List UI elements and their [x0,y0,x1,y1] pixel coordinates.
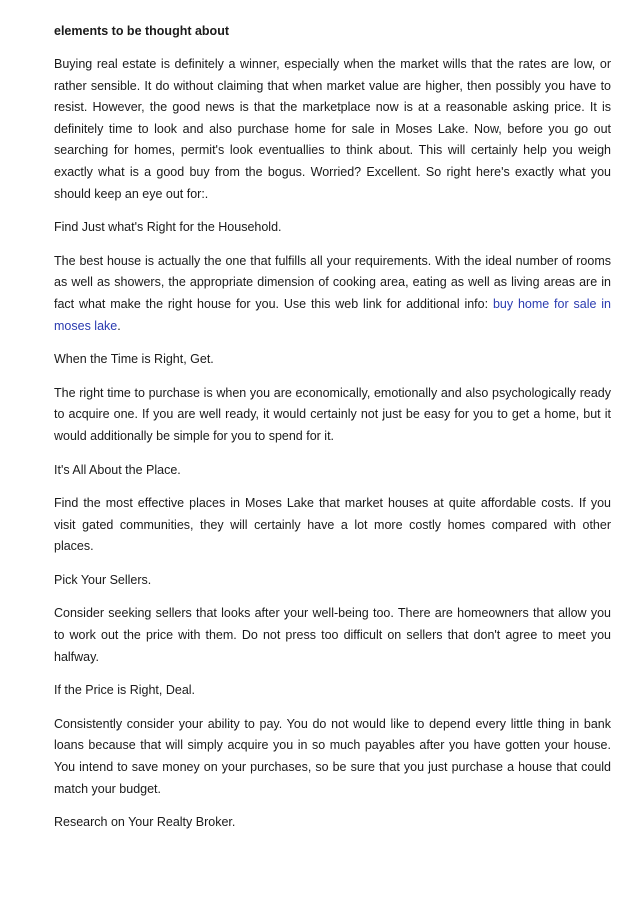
document-heading: elements to be thought about [54,24,229,38]
intro-paragraph: Buying real estate is definitely a winner, especially when the market wills that the rates are low, or rather sensible. It do without claiming that when market value are higher, then possibly you have to resist. However, the good news is that the marketplace now is at a reasonable asking price. It is definitely time to look and also purchase home for sale in Moses Lake. Now, before you go out searching for homes, permit's look eventuallies to think about. This will certainly help you weigh exactly what is a good buy from the bogus. Worried? Excellent. So right here's exactly what you should keep an eye out for:. [54,57,611,201]
section-title-broker: Research on Your Realty Broker. [54,815,236,830]
section-body-price: Consistently consider your ability to pay. You do not would like to depend every little thing in bank loans because that will simply acquire you in so much payables after you have gotten your house. You intend to save money on your purchases, so be sure that you just purchase a house that could match your budget. [54,716,611,796]
section-title-sellers: Pick Your Sellers. [54,572,152,587]
section-body-time: The right time to purchase is when you are economically, emotionally and also psychologically ready to acquire one. If you are well ready, it would certainly not just be easy for you to get a home, but it would additionally be simple for you to spend for it. [54,385,611,443]
section-body-place: Find the most effective places in Moses Lake that market houses at quite affordable costs. If you visit gated communities, they will certainly have a lot more costly homes compared with other places. [54,496,611,554]
buy-home-link[interactable]: buy home for sale in moses lake [54,296,612,333]
section-title-household: Find Just what's Right for the Household. [54,220,282,235]
section-body-household [54,251,611,337]
section-body-household-text: The best house is actually the one that fulfills all your requirements. With the ideal number of rooms as well as showers, the appropriate dimension of cooking area, eating as well as living areas are in fact what make the right house for you. Use this web link for additional info: [54,253,611,311]
document-page [54,20,611,846]
section-title-place: It's All About the Place. [54,462,181,477]
section-body-sellers: Consider seeking sellers that looks after your well-being too. There are homeowners that allow you to work out the price with them. Do not press too difficult on sellers that don't agree to meet you halfway. [54,606,611,664]
section-body-household-end: . [117,318,121,333]
section-title-price: If the Price is Right, Deal. [54,683,196,698]
section-title-time: When the Time is Right, Get. [54,352,214,367]
